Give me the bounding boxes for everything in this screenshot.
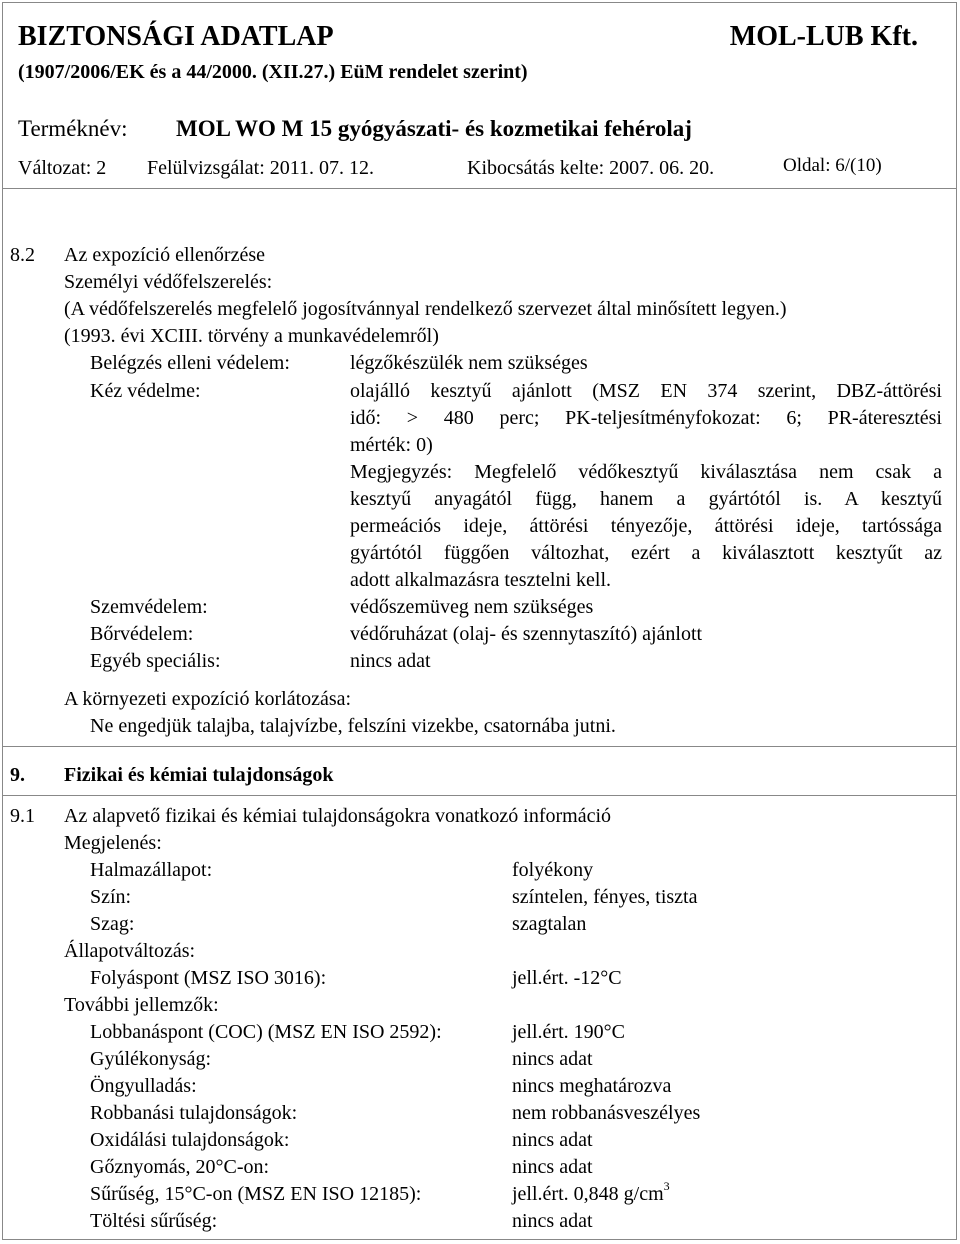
hand-value-line: kesztyű anyagától függ, hanem a gyártótól is. A kesztyű <box>350 488 942 510</box>
state-value: folyékony <box>512 859 594 881</box>
density-unit-exponent: 3 <box>663 1179 670 1193</box>
density-label: Sűrűség, 15°C-on (MSZ EN ISO 12185): <box>90 1183 422 1205</box>
hand-value-line: gyártótól függően változhat, ezért a kiválasztott kesztyűt az <box>350 542 942 564</box>
color-value: színtelen, fényes, tiszta <box>512 886 698 908</box>
regulation-line: (1907/2006/EK és a 44/2000. (XII.27.) EüM rendelet szerint) <box>18 61 528 83</box>
product-name: MOL WO M 15 gyógyászati- és kozmetikai fehérolaj <box>176 116 692 141</box>
pour-point-label: Folyáspont (MSZ ISO 3016): <box>90 967 327 989</box>
section-8-2-number: 8.2 <box>10 244 35 266</box>
flammability-label: Gyúlékonyság: <box>90 1048 212 1070</box>
ppe-note: (A védőfelszerelés megfelelő jogosítvánnyal rendelkező szervezet által minősített legyen.) <box>64 298 787 320</box>
vapor-pressure-value: nincs adat <box>512 1156 593 1178</box>
section-9-1-number: 9.1 <box>10 805 35 827</box>
ppe-law: (1993. évi XCIII. törvény a munkavédelemről) <box>64 325 439 347</box>
appearance-heading: Megjelenés: <box>64 832 162 854</box>
env-exposure-label: A környezeti expozíció korlátozása: <box>64 688 352 710</box>
vapor-pressure-label: Gőznyomás, 20°C-on: <box>90 1156 270 1178</box>
flash-point-label: Lobbanáspont (COC) (MSZ EN ISO 2592): <box>90 1021 442 1043</box>
hand-value-line: permeációs ideje, áttörési tényezője, áttörési ideje, tartóssága <box>350 515 942 537</box>
hand-label: Kéz védelme: <box>90 380 201 402</box>
explosive-value: nem robbanásveszélyes <box>512 1102 701 1124</box>
hand-value-line: mérték: 0) <box>350 434 433 456</box>
header-rule <box>2 188 957 189</box>
document-title: BIZTONSÁGI ADATLAP <box>18 21 334 52</box>
hand-value-line: adott alkalmazásra tesztelni kell. <box>350 569 611 591</box>
section-9-1-title: Az alapvető fizikai és kémiai tulajdonságokra vonatkozó információ <box>64 805 612 827</box>
explosive-label: Robbanási tulajdonságok: <box>90 1102 298 1124</box>
state-change-heading: Állapotváltozás: <box>64 940 196 962</box>
state-label: Halmazállapot: <box>90 859 213 881</box>
skin-value: védőruházat (olaj- és szennytaszító) ajánlott <box>350 623 703 645</box>
section-rule <box>2 746 957 747</box>
section-8-2-title: Az expozíció ellenőrzése <box>64 244 266 266</box>
further-properties-heading: További jellemzők: <box>64 994 219 1016</box>
page-number: Oldal: 6/(10) <box>783 155 882 176</box>
bulk-density-value: nincs adat <box>512 1210 593 1232</box>
flash-point-value: jell.ért. 190°C <box>512 1021 625 1043</box>
autoignition-value: nincs meghatározva <box>512 1075 672 1097</box>
autoignition-label: Öngyulladás: <box>90 1075 197 1097</box>
flammability-value: nincs adat <box>512 1048 593 1070</box>
section-9-title: Fizikai és kémiai tulajdonságok <box>64 764 334 786</box>
revision-date: Felülvizsgálat: 2011. 07. 12. <box>147 157 375 179</box>
bulk-density-label: Töltési sűrűség: <box>90 1210 218 1232</box>
density-value <box>512 1181 670 1207</box>
color-label: Szín: <box>90 886 132 908</box>
eye-label: Szemvédelem: <box>90 596 208 618</box>
eye-value: védőszemüveg nem szükséges <box>350 596 594 618</box>
oxidizing-value: nincs adat <box>512 1129 593 1151</box>
issue-date: Kibocsátás kelte: 2007. 06. 20. <box>467 157 715 179</box>
odor-label: Szag: <box>90 913 135 935</box>
product-label: Terméknév: <box>18 116 128 141</box>
other-label: Egyéb speciális: <box>90 650 221 672</box>
pour-point-value: jell.ért. -12°C <box>512 967 622 989</box>
skin-label: Bőrvédelem: <box>90 623 194 645</box>
density-value-text: jell.ért. 0,848 g/cm <box>512 1183 664 1205</box>
env-exposure-value: Ne engedjük talajba, talajvízbe, felszíni vizekbe, csatornába jutni. <box>90 715 616 737</box>
hand-value-line: Megjegyzés: Megfelelő védőkesztyű kiválasztása nem csak a <box>350 461 942 483</box>
respiratory-label: Belégzés elleni védelem: <box>90 352 290 374</box>
version-info: Változat: 2 <box>18 157 107 179</box>
section-rule <box>2 795 957 796</box>
odor-value: szagtalan <box>512 913 587 935</box>
respiratory-value: légzőkészülék nem szükséges <box>350 352 588 374</box>
oxidizing-label: Oxidálási tulajdonságok: <box>90 1129 290 1151</box>
hand-value-line: idő: > 480 perc; PK-teljesítményfokozat: 6; PR-áteresztési <box>350 407 942 429</box>
section-9-number: 9. <box>10 764 25 786</box>
ppe-heading: Személyi védőfelszerelés: <box>64 271 273 293</box>
company-name: MOL-LUB Kft. <box>729 21 918 52</box>
other-value: nincs adat <box>350 650 431 672</box>
hand-value-line: olajálló kesztyű ajánlott (MSZ EN 374 szerint, DBZ-áttörési <box>350 380 942 402</box>
